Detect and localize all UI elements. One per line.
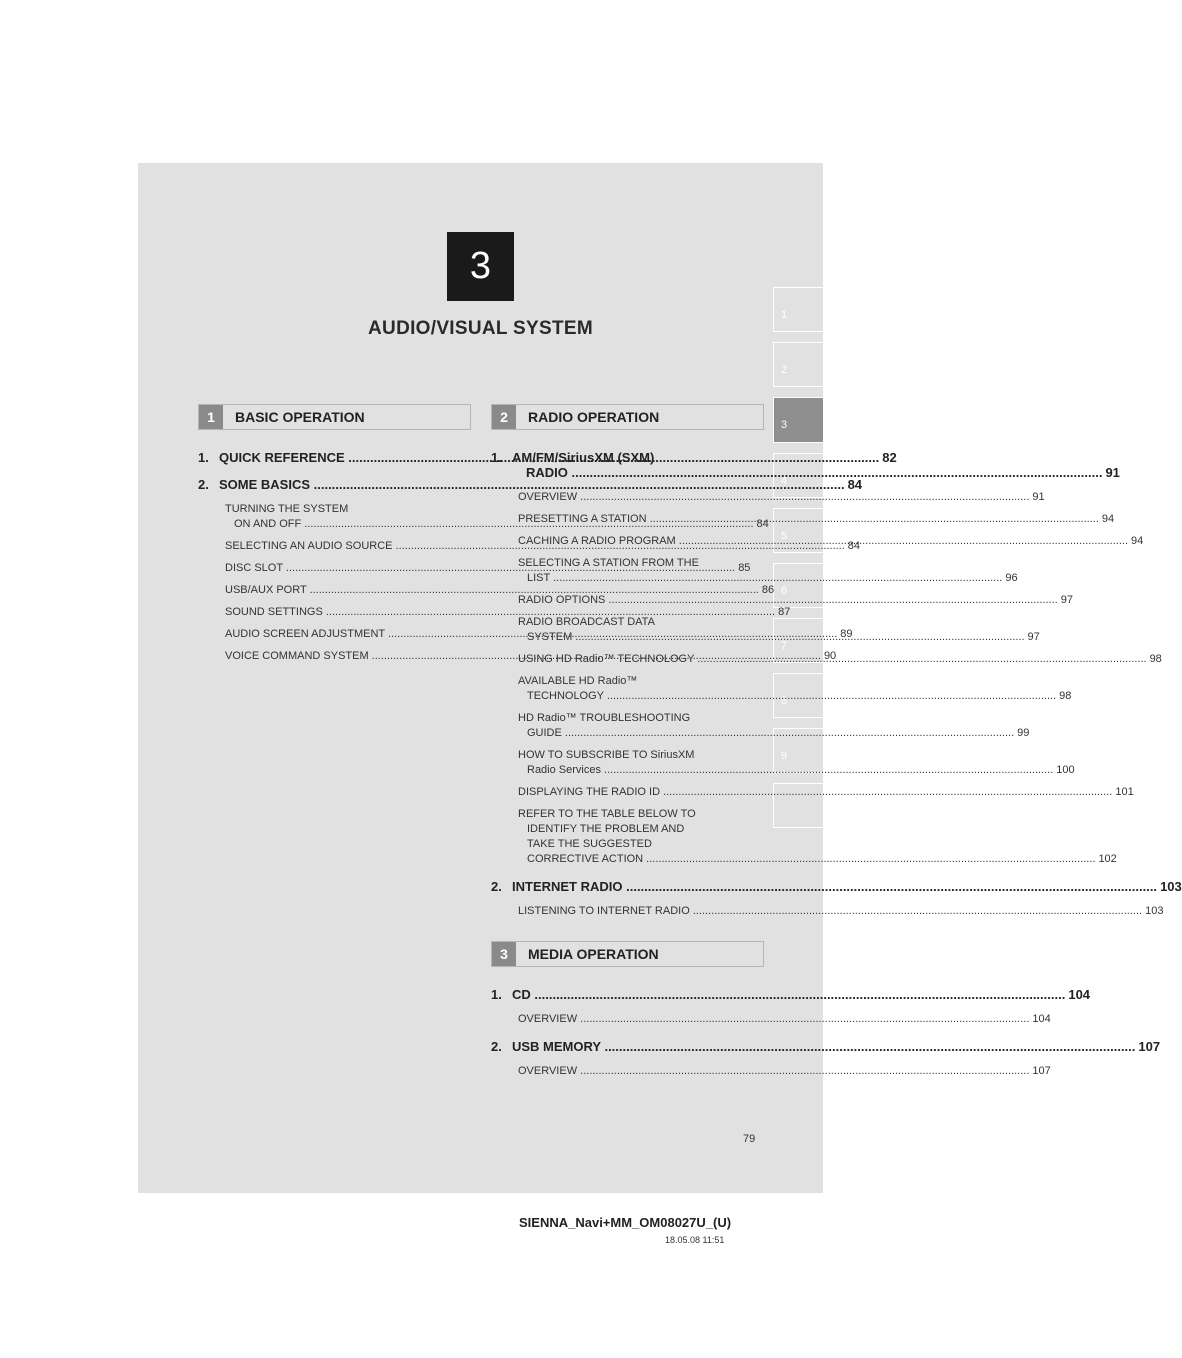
subentry-title: USB/AUX PORT ..... (225, 583, 759, 598)
subentry-page: 98 (1059, 690, 1072, 702)
chapter-tab-4[interactable]: 4 (773, 453, 823, 498)
section-header (491, 404, 764, 430)
subentry-title: OVERVIEW ..... (518, 1064, 1029, 1079)
entry-title: INTERNET RADIO ..... (512, 879, 1157, 894)
chapter-tab-2[interactable]: 2 (773, 342, 823, 387)
subentry-page: 102 (1098, 853, 1117, 865)
subentry-page: 103 (1145, 905, 1164, 917)
subentry-list (491, 1064, 1051, 1079)
subentry-page: 84 (847, 540, 861, 552)
section-number: 3 (492, 942, 516, 966)
toc-subentry[interactable] (518, 1064, 1051, 1079)
subentry-page: 101 (1115, 786, 1134, 798)
subentry-title: IDENTIFY THE PROBLEM AND (527, 823, 685, 835)
entry-page: 104 (1068, 987, 1091, 1002)
subentry-title: SOUND SETTINGS ..... (225, 605, 775, 620)
subentry-page: 96 (1005, 572, 1018, 584)
subentry-title: CORRECTIVE ACTION ..... (527, 852, 1095, 867)
chapter-tab-3[interactable]: 3 (773, 397, 823, 443)
subentry-title: TURNING THE SYSTEM (225, 503, 349, 515)
toc-entry[interactable] (491, 879, 1182, 894)
section-title: RADIO OPERATION (528, 409, 660, 425)
toc-subentry[interactable] (518, 593, 1073, 608)
subentry-title: AVAILABLE HD Radio™ (518, 675, 638, 687)
section-number: 2 (492, 405, 516, 429)
subentry-title: SELECTING A STATION FROM THE (518, 557, 699, 569)
entry-title: AM/FM/SiriusXM (SXM) (512, 450, 655, 465)
entry-number: 2. (491, 1039, 502, 1054)
chapter-tabs (773, 287, 823, 838)
section-header (491, 941, 764, 967)
subentry-page: 86 (761, 584, 775, 596)
subentry-page: 90 (823, 650, 837, 662)
subentry-page: 107 (1032, 1065, 1051, 1077)
subentry-title: HOW TO SUBSCRIBE TO SiriusXM (518, 749, 695, 761)
subentry-title: ON AND OFF ..... (234, 517, 754, 532)
subentry-title: GUIDE ..... (527, 726, 1014, 741)
subentry-title: SYSTEM ..... (527, 630, 1025, 645)
subentry-list (491, 904, 1164, 919)
subentry-page: 99 (1017, 727, 1030, 739)
toc-subentry[interactable] (518, 748, 1075, 778)
entry-number: 1. (198, 450, 209, 465)
chapter-tab-8[interactable]: 8 (773, 673, 823, 718)
footer-timestamp: 18.05.08 11:51 (665, 1235, 725, 1245)
toc-section (491, 941, 1161, 1079)
subentry-title: SELECTING AN AUDIO SOURCE ..... (225, 539, 845, 554)
chapter-number: 3 (447, 232, 514, 301)
toc-subentry[interactable] (518, 711, 1030, 741)
toc-entry[interactable] (491, 1039, 1161, 1054)
subentry-page: 94 (1101, 513, 1115, 525)
subentry-page: 104 (1032, 1013, 1051, 1025)
page-number: 79 (743, 1133, 756, 1145)
subentry-list (491, 1012, 1051, 1027)
toc-entry[interactable] (198, 477, 863, 492)
subentry-title: OVERVIEW ..... (518, 1012, 1029, 1027)
subentry-title: REFER TO THE TABLE BELOW TO (518, 808, 696, 820)
toc-subentry[interactable] (518, 1012, 1051, 1027)
subentry-title: CACHING A RADIO PROGRAM ..... (518, 534, 1128, 549)
subentry-page: 97 (1027, 631, 1040, 643)
toc-subentry[interactable] (518, 490, 1045, 505)
entry-number: 1. (491, 450, 502, 465)
toc-subentry[interactable] (518, 556, 1018, 586)
subentry-title: OVERVIEW ..... (518, 490, 1029, 505)
chapter-title: AUDIO/VISUAL SYSTEM (368, 318, 593, 339)
subentry-title: AUDIO SCREEN ADJUSTMENT ..... (225, 627, 837, 642)
subentry-title: RADIO OPTIONS ..... (518, 593, 1058, 608)
subentry-title: TAKE THE SUGGESTED (527, 838, 652, 850)
section-title: BASIC OPERATION (235, 409, 365, 425)
entry-number: 2. (198, 477, 209, 492)
chapter-tab-7[interactable]: 7 (773, 618, 823, 663)
subentry-page: 100 (1056, 764, 1075, 776)
chapter-tab-9[interactable]: 9 (773, 728, 823, 773)
subentry-page: 89 (840, 628, 853, 640)
toc-subentry[interactable] (518, 807, 1117, 867)
subentry-title: VOICE COMMAND SYSTEM ..... (225, 649, 821, 664)
subentry-page: 97 (1060, 594, 1073, 606)
toc-subentry[interactable] (225, 605, 791, 620)
subentry-title: RADIO BROADCAST DATA (518, 616, 655, 628)
entry-page: 103 (1160, 879, 1182, 894)
entry-number: 1. (491, 987, 502, 1002)
entry-title-cont: RADIO ..... (526, 465, 1102, 480)
toc-entry[interactable] (491, 987, 1091, 1002)
subentry-page: 98 (1149, 653, 1162, 665)
subentry-title: PRESETTING A STATION ..... (518, 512, 1099, 527)
section-header (198, 404, 471, 430)
subentry-page: 87 (778, 606, 791, 618)
subentry-title: TECHNOLOGY ..... (527, 689, 1056, 704)
subentry-title: DISPLAYING THE RADIO ID ..... (518, 785, 1112, 800)
subentry-title: LISTENING TO INTERNET RADIO ..... (518, 904, 1142, 919)
chapter-tab-5[interactable]: 5 (773, 508, 823, 553)
footer-doc-id: SIENNA_Navi+MM_OM08027U_(U) (519, 1215, 732, 1230)
section-title: MEDIA OPERATION (528, 946, 659, 962)
entry-title: QUICK REFERENCE ..... (219, 450, 879, 465)
toc-subentry[interactable] (518, 785, 1134, 800)
subentry-title: LIST ..... (527, 571, 1002, 586)
subentry-title: HD Radio™ TROUBLESHOOTING (518, 712, 691, 724)
subentry-page: 84 (756, 518, 769, 530)
subentry-page: 85 (738, 562, 751, 574)
entry-number: 2. (491, 879, 502, 894)
subentry-title: DISC SLOT ..... (225, 561, 735, 576)
entry-page: 82 (882, 450, 897, 465)
entry-page: 84 (847, 477, 863, 492)
chapter-tab-6[interactable]: 6 (773, 563, 823, 608)
subentry-title: USING HD Radio™ TECHNOLOGY ..... (518, 652, 1147, 667)
entry-title: SOME BASICS ..... (219, 477, 845, 492)
subentry-title: Radio Services ..... (527, 763, 1053, 778)
toc-subentry[interactable] (518, 904, 1164, 919)
toc-subentry[interactable] (225, 583, 775, 598)
entry-title: CD ..... (512, 987, 1065, 1002)
toc-subentry[interactable] (518, 674, 1072, 704)
chapter-tab-1[interactable]: 1 (773, 287, 823, 332)
subentry-page: 91 (1032, 491, 1045, 503)
entry-title: USB MEMORY ..... (512, 1039, 1135, 1054)
subentry-page: 94 (1131, 535, 1144, 547)
entry-page: 107 (1138, 1039, 1161, 1054)
entry-page: 91 (1105, 465, 1120, 480)
section-number: 1 (199, 405, 223, 429)
